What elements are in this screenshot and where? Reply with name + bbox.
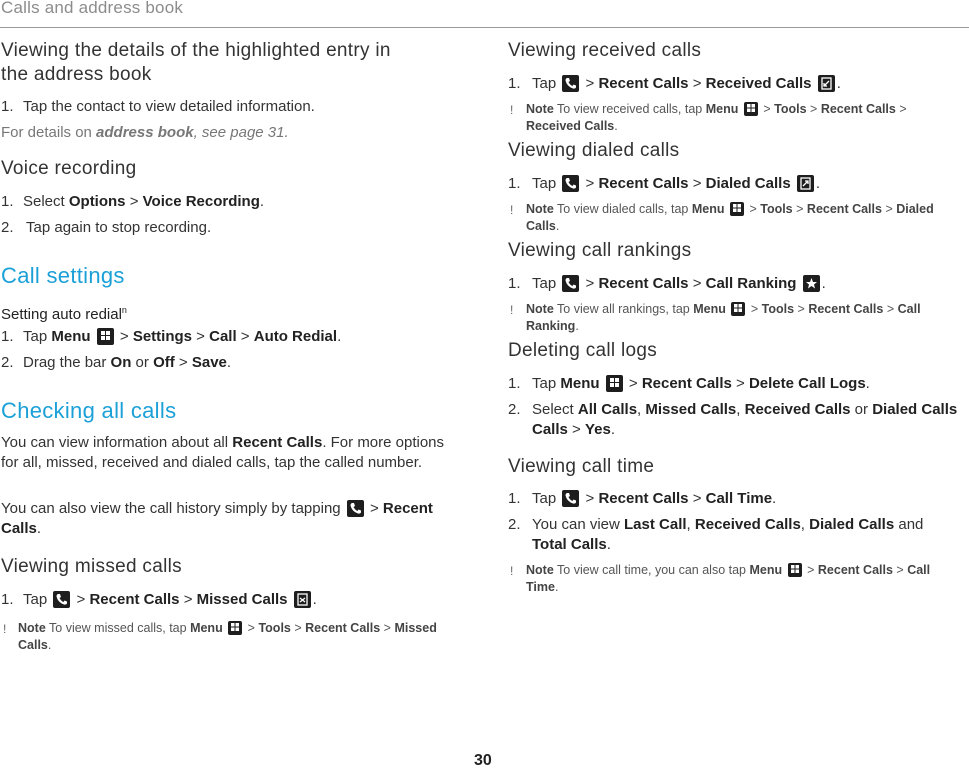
details-heading-line2: the address book (1, 64, 152, 85)
page-number: 30 (474, 752, 492, 769)
menu-grid-icon (228, 621, 242, 635)
time-step-1: 1. Tap > Recent Calls > Call Time. (508, 490, 777, 507)
note-info-icon: ! (510, 103, 514, 117)
menu-grid-icon (97, 328, 114, 345)
phone-icon (562, 275, 579, 292)
rankings-step-1: 1. Tap > Recent Calls > Call Ranking . (508, 275, 826, 292)
phone-icon (53, 591, 70, 608)
menu-grid-icon (731, 302, 745, 316)
missed-calls-icon (294, 591, 311, 608)
details-cross-reference: For details on address book, see page 31. (1, 124, 289, 141)
dialed-note: Note To view dialed calls, tap Menu > Tools > Recent Calls > Dialed Calls. (526, 202, 934, 233)
menu-grid-icon (730, 202, 744, 216)
received-calls-heading: Viewing received calls (508, 40, 702, 61)
menu-grid-icon (606, 375, 623, 392)
received-calls-icon (818, 75, 835, 92)
deleting-step-2: 2. Select All Calls, Missed Calls, Received Calls or Dialed Calls (508, 401, 958, 418)
dialed-calls-heading: Viewing dialed calls (508, 140, 680, 161)
time-step-2-cont: Total Calls. (532, 536, 611, 553)
note-info-icon: ! (510, 203, 514, 217)
phone-icon (347, 500, 364, 517)
footnote-mark: n (121, 305, 127, 315)
dialed-step-1: 1. Tap > Recent Calls > Dialed Calls . (508, 175, 821, 192)
note-info-icon: ! (510, 303, 514, 317)
voice-step-1: 1. Select Options > Voice Recording. (1, 193, 265, 210)
phone-icon (562, 175, 579, 192)
note-info-icon: ! (510, 564, 514, 578)
menu-grid-icon (788, 563, 802, 577)
time-note: Note To view call time, you can also tap Menu > Recent Calls > Call Time. (526, 563, 931, 594)
deleting-step-1: 1. Tap Menu > Recent Calls > Delete Call Logs. (508, 375, 870, 392)
details-heading-cont (1, 64, 152, 86)
details-heading-line1: Viewing the details of the highlighted entry in (1, 40, 391, 61)
missed-calls-heading: Viewing missed calls (1, 556, 182, 577)
phone-icon (562, 490, 579, 507)
dialed-calls-icon (797, 175, 814, 192)
star-icon (803, 275, 820, 292)
redial-step-1: 1. Tap Menu > Settings > Call > Auto Redial. (1, 328, 342, 345)
checking-paragraph-2: You can also view the call history simply by tapping > Recent Calls. (1, 500, 433, 537)
details-heading (1, 40, 391, 62)
header-title: Calls and address book (1, 0, 184, 17)
redial-step-2: 2. Drag the bar On or Off > Save. (1, 354, 232, 371)
missed-note: Note To view missed calls, tap Menu > Tools > Recent Calls > Missed Calls. (18, 621, 437, 652)
auto-redial-heading: Setting auto redial$^n$ (1, 305, 127, 323)
note-info-icon: ! (3, 622, 7, 636)
missed-step-1: 1. Tap > Recent Calls > Missed Calls . (1, 591, 317, 608)
checking-paragraph-1: You can view information about all Recent Calls. For more options for all, missed, received and dialed calls, tap the called number. (1, 434, 445, 471)
voice-recording-heading: Voice recording (1, 158, 137, 179)
call-settings-heading: Call settings (1, 263, 125, 288)
deleting-call-logs-heading: Deleting call logs (508, 340, 658, 361)
received-step-1: 1. Tap > Recent Calls > Received Calls . (508, 75, 841, 92)
phone-icon (562, 75, 579, 92)
deleting-step-2-cont: Calls > Yes. (532, 421, 616, 438)
received-note: Note To view received calls, tap Menu > Tools > Recent Calls > Received Calls. (526, 102, 907, 133)
details-step-1: 1. Tap the contact to view detailed information. (1, 98, 315, 115)
running-header (0, 0, 969, 28)
rankings-note: Note To view all rankings, tap Menu > Tools > Recent Calls > Call Ranking. (526, 302, 921, 333)
address-book-link[interactable]: address book (96, 124, 194, 141)
time-step-2: 2. You can view Last Call, Received Calls, Dialed Calls and (508, 516, 924, 533)
call-rankings-heading: Viewing call rankings (508, 240, 692, 261)
checking-all-calls-heading: Checking all calls (1, 398, 177, 423)
call-time-heading: Viewing call time (508, 456, 655, 477)
voice-step-2: 2. Tap again to stop recording. (1, 219, 212, 236)
menu-grid-icon (744, 102, 758, 116)
